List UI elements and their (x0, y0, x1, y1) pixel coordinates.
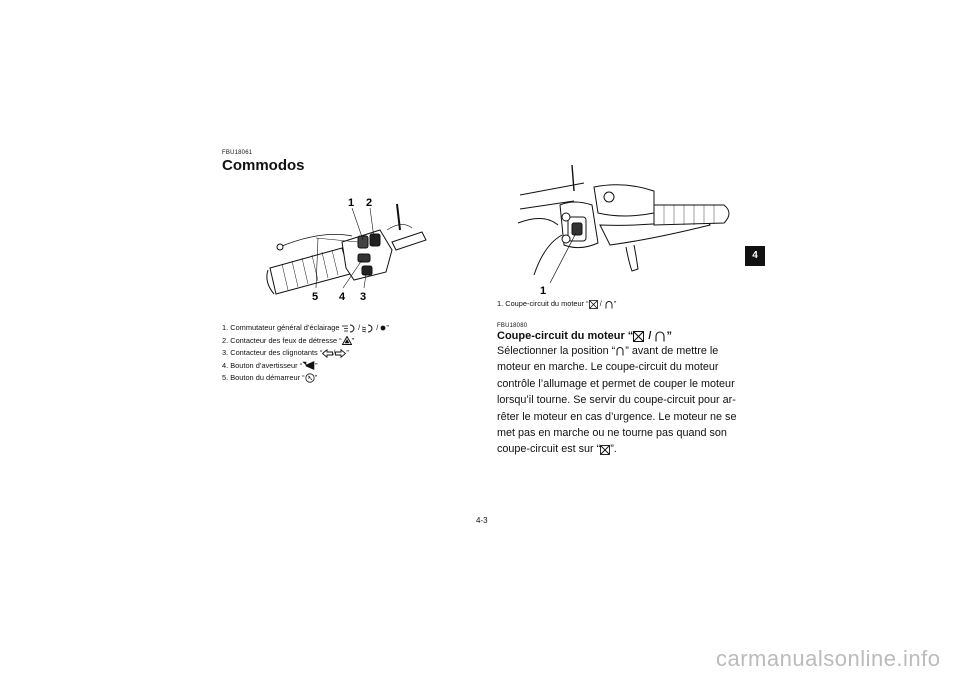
body-line: met pas en marche ou ne tourne pas quand son (497, 427, 727, 440)
arrow-left-icon (322, 349, 333, 358)
kill-run-icon (604, 300, 614, 309)
kill-off-icon (600, 445, 610, 455)
watermark: carmanualsonline.info (716, 646, 941, 671)
body-line: lorsqu’il tourne. Se servir du coupe-circuit pour ar- (497, 394, 736, 407)
legend-item: 1. Commutateur général d’éclairage “ / / ” (222, 323, 389, 332)
subsection-title: Coupe-circuit du moteur “ / ” (497, 330, 672, 342)
kill-run-icon (654, 331, 666, 342)
kill-switch-description (497, 343, 742, 458)
callout-5: 5 (312, 291, 319, 303)
legend-item: 4. Bouton d’avertisseur “ ” (222, 360, 318, 370)
legend-item: 3. Contacteur des clignotants “ / ” (222, 348, 349, 358)
legend-item: 5. Bouton du démarreur “ ” (222, 373, 318, 383)
switch-legend (222, 322, 462, 385)
body-line: contrôle l’allumage et permet de couper le moteur (497, 377, 735, 390)
arrow-right-icon (335, 349, 346, 358)
page-number: 4-3 (476, 516, 488, 525)
headlight-low-icon (362, 324, 374, 333)
headlight-high-icon (344, 324, 356, 333)
figure-caption: 1. Coupe-circuit du moteur “ / ” (497, 299, 617, 308)
body-line: coupe-circuit est sur “ ”. (497, 443, 617, 456)
section-title: Commodos (222, 157, 305, 174)
body-line: Sélectionner la position “ ” avant de mettre le (497, 345, 719, 357)
kill-off-icon (589, 300, 598, 309)
callout-1: 1 (540, 285, 547, 295)
callout-2: 2 (366, 197, 373, 209)
subsection-ref-code: FBU18080 (497, 323, 528, 329)
legend-item: 2. Contacteur des feux de détresse “ ” (222, 335, 355, 345)
hazard-icon (342, 336, 352, 345)
starter-icon (305, 373, 315, 383)
body-line: moteur en marche. Le coupe-circuit du moteur (497, 361, 719, 374)
kill-switch-illustration (514, 165, 744, 295)
horn-icon (302, 361, 315, 370)
handlebar-switches-illustration (262, 190, 432, 305)
chapter-tab: 4 (745, 246, 765, 266)
callout-1: 1 (348, 197, 355, 209)
kill-run-icon (615, 346, 625, 356)
callout-4: 4 (339, 291, 346, 303)
kill-off-icon (633, 331, 645, 342)
callout-3: 3 (360, 291, 367, 303)
body-line: rêter le moteur en cas d’urgence. Le moteur ne se (497, 410, 737, 423)
section-ref-code: FBU18061 (222, 150, 253, 156)
